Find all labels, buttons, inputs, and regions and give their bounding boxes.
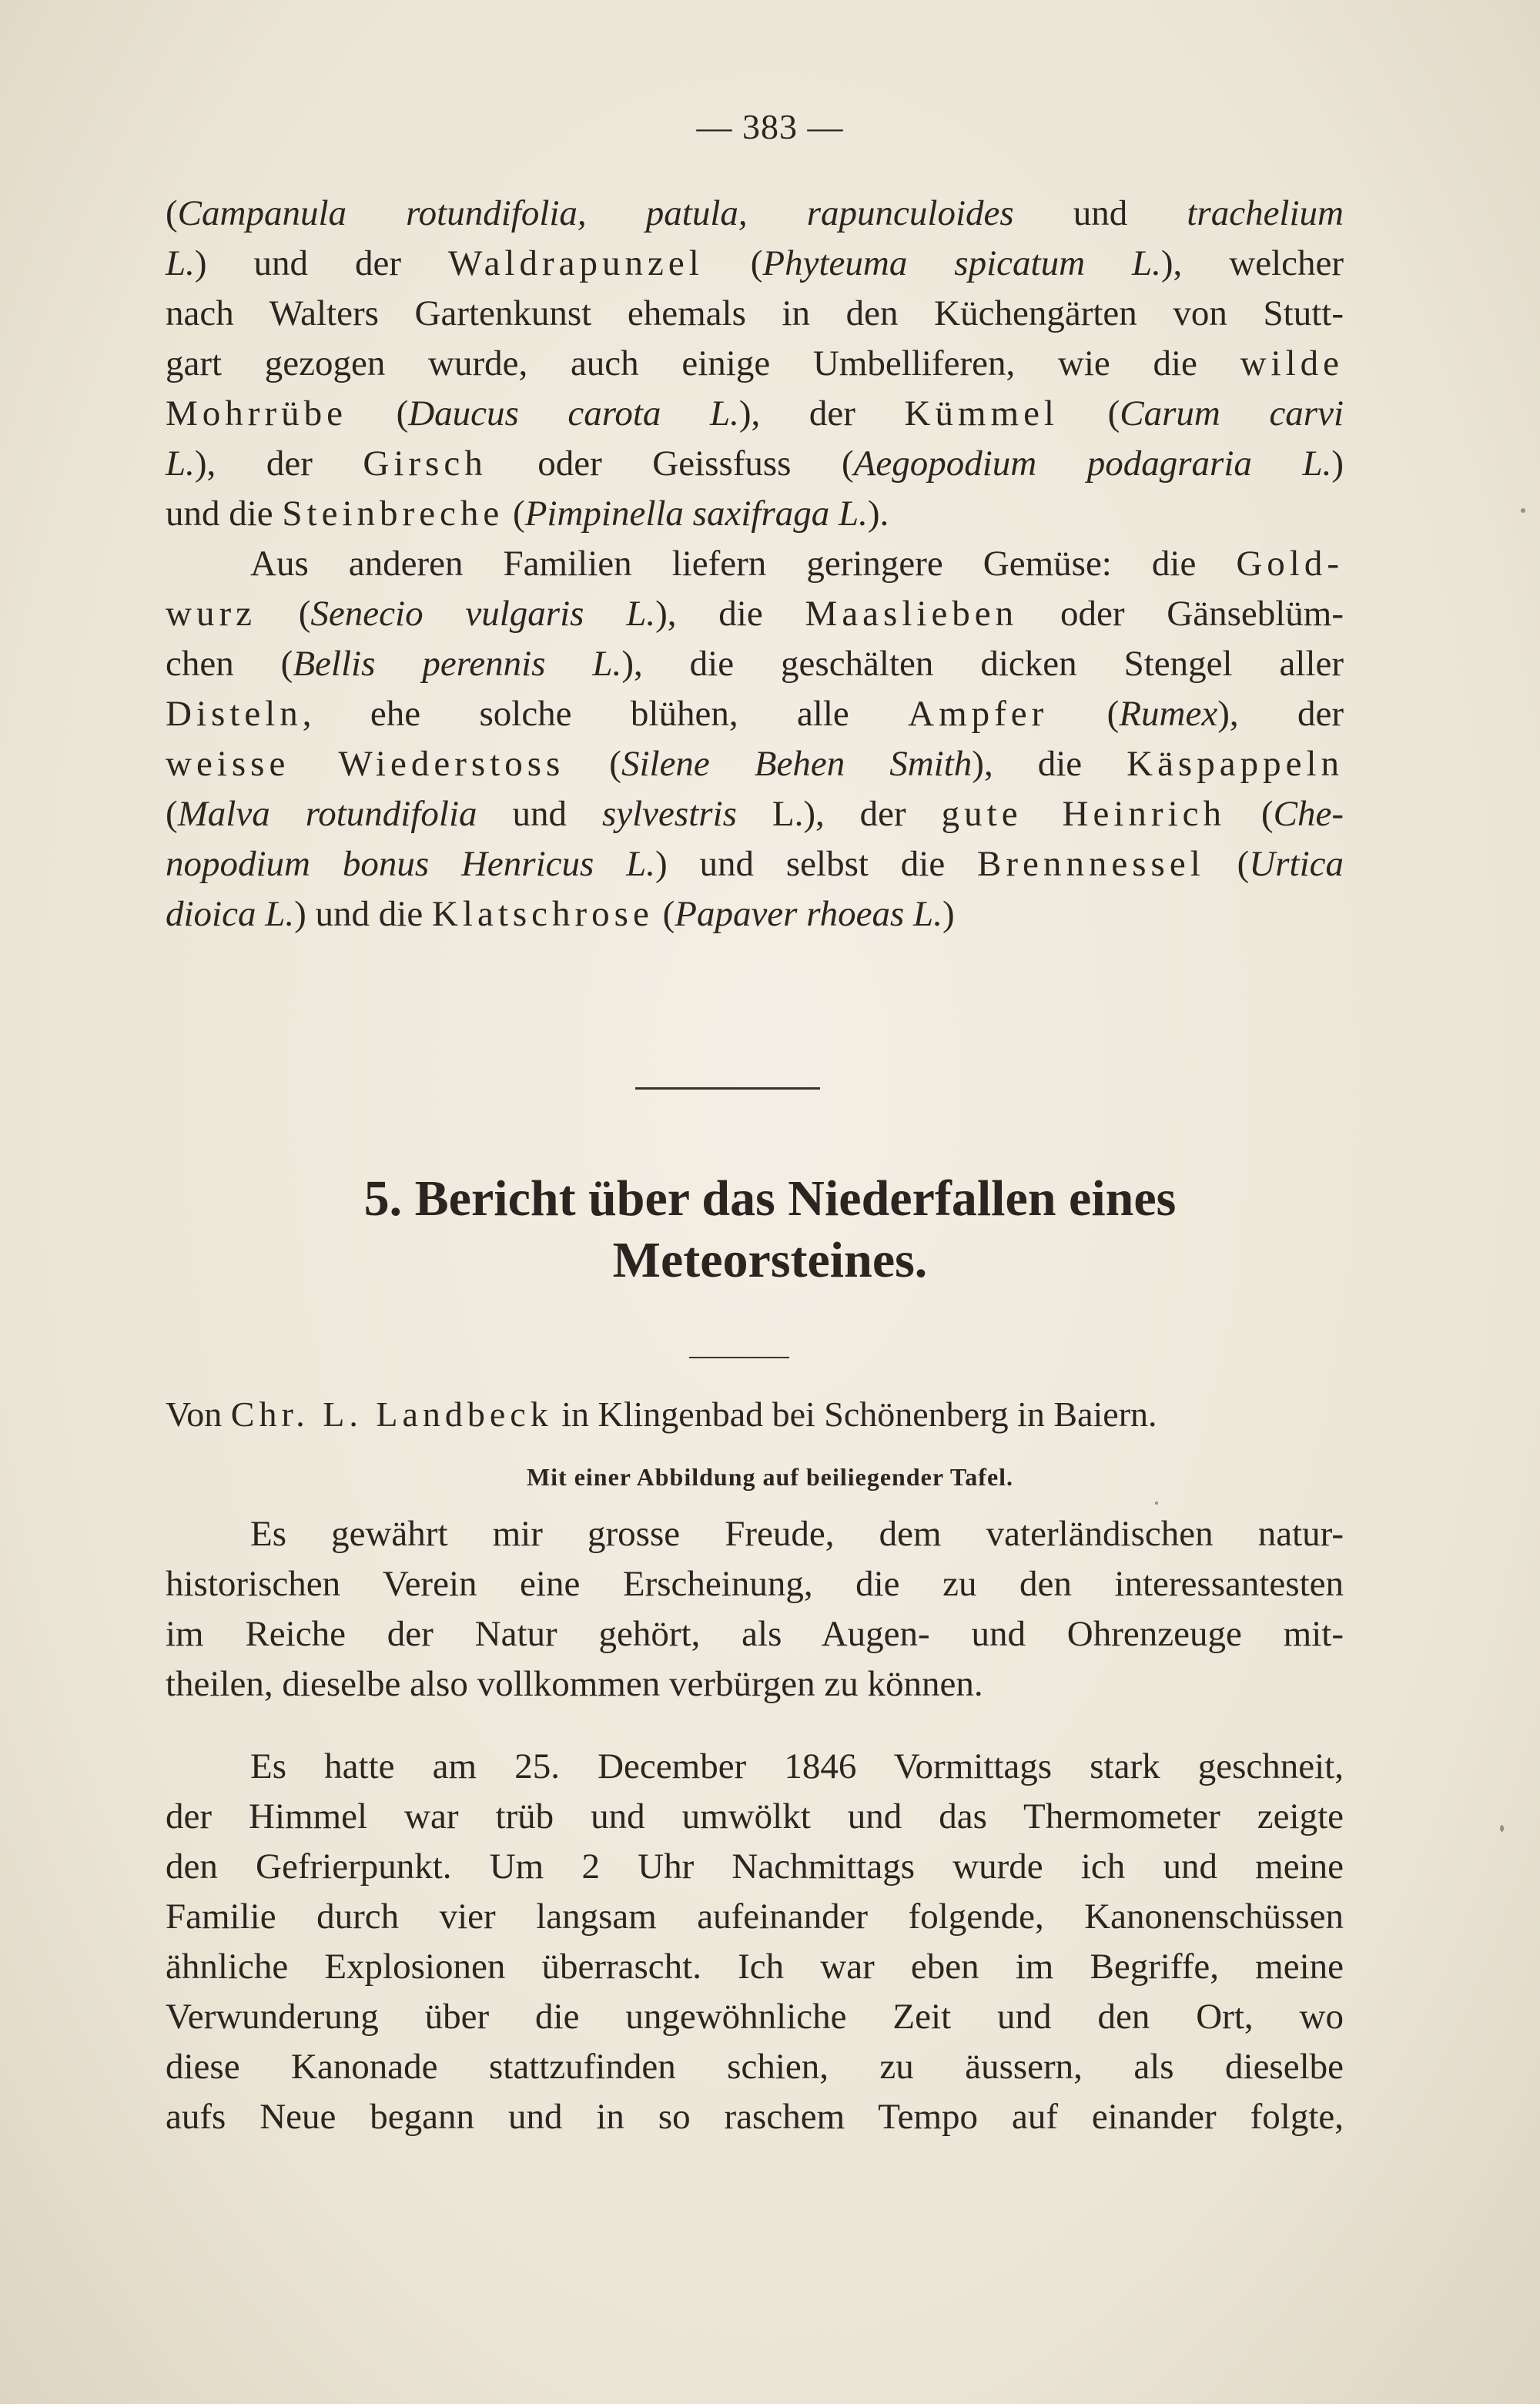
text-line: Familie durch vier langsam aufeinander folgende, Kanonenschüssen [166,1897,1344,1937]
text-line: wurz (Senecio vulgaris L.), die Maaslieben oder Gänseblüm- [166,594,1344,634]
spaced-term: Kümmel [904,393,1059,434]
paper-speck [1521,508,1525,513]
body-paragraph-2 [166,1742,1344,2142]
text-line: aufs Neue begann und in so raschem Tempo auf einander folgte, [166,2097,1344,2137]
spaced-term: Steinbreche [282,494,504,534]
page-number: — 383 — [696,107,844,146]
latin-name: Silene Behen Smith [621,744,973,784]
latin-name: Rumex [1119,694,1218,734]
text-line: theilen, dieselbe also vollkommen verbürgen zu können. [166,1664,983,1704]
text-line: den Gefrierpunkt. Um 2 Uhr Nachmittags wurde ich und meine [166,1847,1344,1887]
text-line: nach Walters Gartenkunst ehemals in den Küchengärten von Stutt- [166,293,1344,333]
latin-name: Urtica [1249,844,1344,884]
spaced-term: Girsch [363,444,487,484]
text-line: historischen Verein eine Erscheinung, die zu den interessantesten [166,1564,1344,1604]
spaced-term: weisse Wiederstoss [166,744,565,784]
latin-name: L. [166,243,195,283]
spaced-term: Waldrapunzel [447,243,704,283]
latin-name: Malva rotundifolia [177,794,477,834]
spaced-term: Maaslieben [805,594,1019,634]
spaced-term: Brennnessel [977,844,1205,884]
text-line: (Malva rotundifolia und sylvestris L.), der gute Heinrich (Che- [166,794,1344,834]
figure-note: Mit einer Abbildung auf beiliegender Tafel. [526,1463,1014,1491]
title-underline-rule [689,1357,789,1358]
spaced-term: wurz [166,594,256,634]
latin-name: Papaver rhoeas L. [675,894,942,934]
latin-name: sylvestris [601,794,737,834]
latin-name: nopodium bonus Henricus L. [166,844,656,884]
text-line: chen (Bellis perennis L.), die geschälten dicken Stengel aller [166,644,1344,684]
spaced-term: Chr. L. Landbeck [230,1395,553,1434]
spaced-term: gute Heinrich [941,794,1226,834]
latin-name: Pimpinella saxifraga L. [524,494,868,534]
text-line: Aus anderen Familien liefern geringere Gemüse: die Gold- [250,544,1344,584]
latin-name: Senecio vulgaris L. [310,594,656,634]
spaced-term: Käspappeln [1127,744,1344,784]
paper-speck [1500,1825,1504,1832]
text-line: weisse Wiederstoss (Silene Behen Smith), die Käspappeln [166,744,1344,784]
text-line: L.) und der Waldrapunzel (Phyteuma spicatum L.), welcher [166,243,1344,283]
latin-name: Daucus carota L. [408,393,739,434]
text-line: nopodium bonus Henricus L.) und selbst die Brennnessel (Urtica [166,844,1344,884]
spaced-term: Gold- [1236,544,1344,584]
spaced-term: Klatschrose [431,894,654,934]
text-line: gart gezogen wurde, auch einige Umbelliferen, wie die wilde [166,343,1344,383]
second-paragraph [166,539,1344,939]
text-line: Mohrrübe (Daucus carota L.), der Kümmel (Carum carvi [166,393,1344,434]
latin-name: trachelium [1187,193,1344,233]
latin-name: Che- [1273,794,1344,834]
text-line: diese Kanonade stattzufinden schien, zu äussern, als dieselbe [166,2047,1344,2087]
top-paragraph [166,189,1344,539]
latin-name: Phyteuma spicatum L. [762,243,1161,283]
spaced-term: wilde [1240,343,1344,383]
section-title-line-2: Meteorsteines. [612,1232,928,1288]
text-line: im Reiche der Natur gehört, als Augen- und Ohrenzeuge mit- [166,1614,1344,1654]
body-paragraph-1 [166,1509,1344,1709]
text-line: Es hatte am 25. December 1846 Vormittags stark geschneit, [250,1746,1344,1786]
latin-name: Campanula rotundifolia, patula, rapunculoides [177,193,1014,233]
text-line: L.), der Girsch oder Geissfuss (Aegopodium podagraria L.) [166,444,1344,484]
section-divider-rule [635,1087,820,1090]
spaced-term: Disteln [166,694,303,734]
latin-name: L. [166,444,195,484]
text-line: Es gewährt mir grosse Freude, dem vaterländischen natur- [250,1514,1344,1554]
spaced-term: Ampfer [908,694,1049,734]
latin-name: Aegopodium podagraria L. [853,444,1332,484]
spaced-term: Mohrrübe [166,393,347,434]
latin-name: Bellis perennis L. [293,644,622,684]
paper-speck [1155,1502,1158,1505]
text-line: Disteln, ehe solche blühen, alle Ampfer (Rumex), der [166,694,1344,734]
text-line: dioica L.) und die Klatschrose (Papaver rhoeas L.) [166,894,955,934]
latin-name: dioica L. [166,894,295,934]
text-line: Verwunderung über die ungewöhnliche Zeit und den Ort, wo [166,1997,1344,2037]
text-line: und die Steinbreche (Pimpinella saxifraga L.). [166,494,889,534]
text-line: ähnliche Explosionen überrascht. Ich war eben im Begriffe, meine [166,1947,1344,1987]
text-line: der Himmel war trüb und umwölkt und das Thermometer zeigte [166,1796,1344,1836]
latin-name: Carum carvi [1120,393,1344,434]
section-title-line-1: 5. Bericht über das Niederfallen eines [363,1170,1177,1227]
text-line: (Campanula rotundifolia, patula, rapunculoides und trachelium [166,193,1344,233]
author-line: Von Chr. L. Landbeck in Klingenbad bei Schönenberg in Baiern. [166,1395,1157,1434]
